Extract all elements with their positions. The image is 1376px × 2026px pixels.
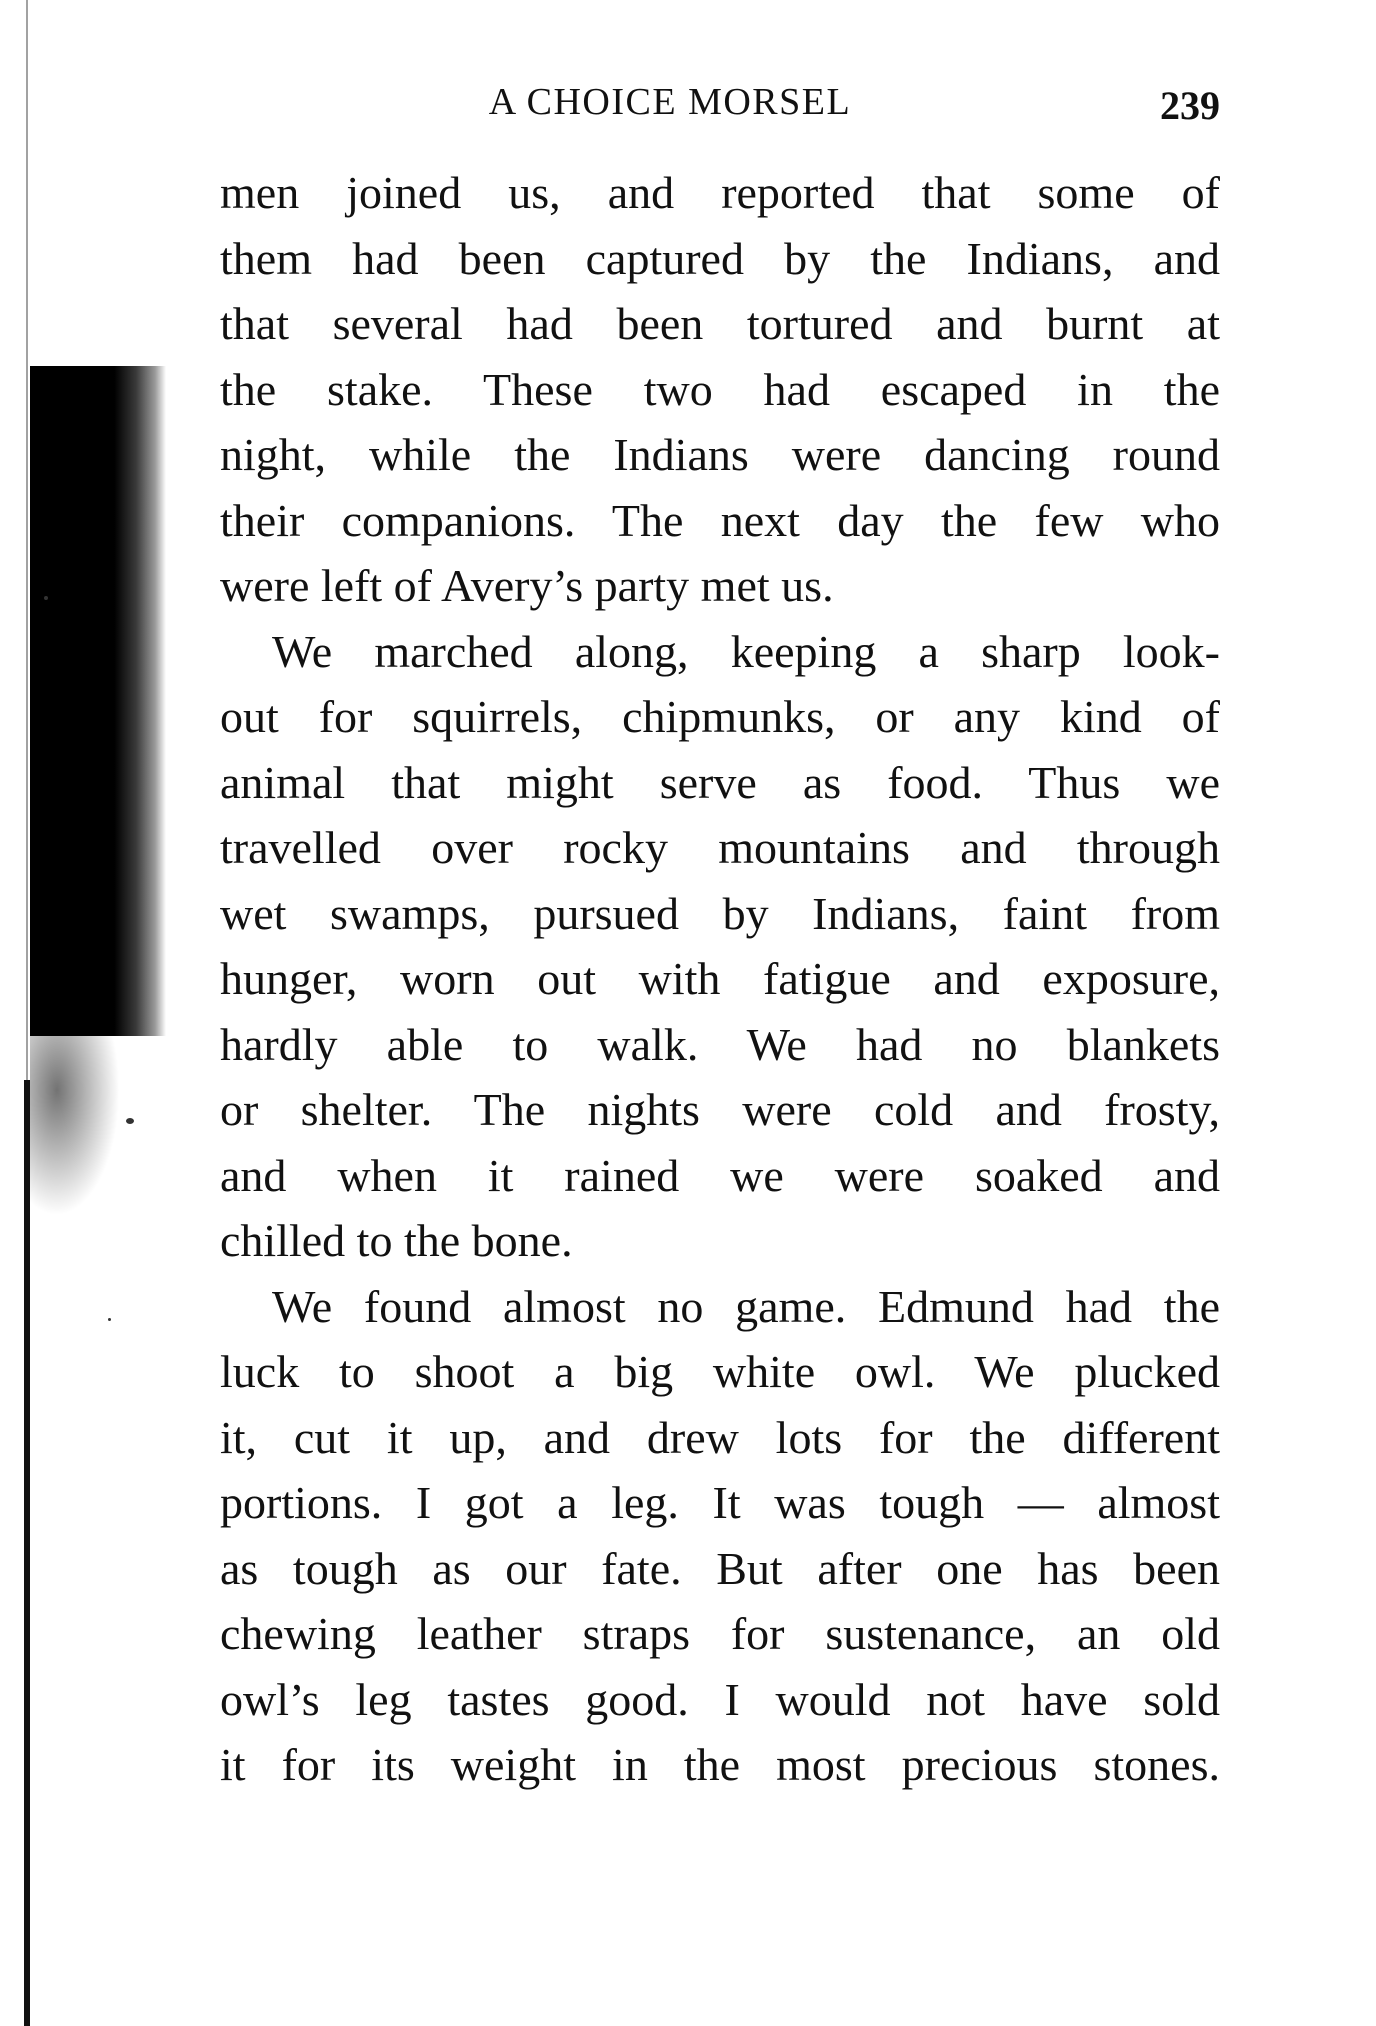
text-line: travelled over rocky mountains and through bbox=[220, 822, 1220, 873]
text-line: We marched along, keeping a sharp look- bbox=[272, 625, 1220, 677]
text-line: the stake. These two had escaped in the bbox=[220, 363, 1220, 415]
text-line: night, while the Indians were dancing round bbox=[220, 429, 1220, 480]
text-line: hunger, worn out with fatigue and exposure, bbox=[220, 953, 1220, 1004]
chapter-title: A CHOICE MORSEL bbox=[488, 81, 852, 123]
text-line: it for its weight in the most precious stones. bbox=[220, 1739, 1220, 1790]
text-line: and when it rained we were soaked and bbox=[220, 1149, 1220, 1201]
text-line: animal that might serve as food. Thus we bbox=[220, 756, 1220, 808]
text-line: their companions. The next day the few who bbox=[220, 494, 1220, 546]
text-line: were left of Avery’s party met us. bbox=[220, 560, 834, 611]
text-line: it, cut it up, and drew lots for the different bbox=[220, 1411, 1220, 1463]
text-line: We found almost no game. Edmund had the bbox=[272, 1280, 1220, 1332]
page-edge-shadow bbox=[24, 1080, 30, 2026]
text-line: chilled to the bone. bbox=[220, 1215, 573, 1266]
text-line: that several had been tortured and burnt at bbox=[220, 298, 1220, 349]
text-line: men joined us, and reported that some of bbox=[220, 167, 1220, 218]
text-line: chewing leather straps for sustenance, an old bbox=[220, 1608, 1220, 1659]
scan-speck bbox=[126, 1118, 134, 1124]
scan-speck bbox=[108, 1318, 111, 1321]
text-line: luck to shoot a big white owl. We plucked bbox=[220, 1346, 1220, 1397]
paragraph bbox=[220, 619, 1220, 1274]
text-line: out for squirrels, chipmunks, or any kind of bbox=[220, 691, 1220, 742]
text-line: or shelter. The nights were cold and frosty, bbox=[220, 1084, 1220, 1135]
page-number: 239 bbox=[1160, 83, 1220, 128]
running-head bbox=[220, 72, 1220, 132]
text-line: portions. I got a leg. It was tough — almost bbox=[220, 1477, 1220, 1528]
paragraph bbox=[220, 160, 1220, 619]
binding-speckle bbox=[30, 1036, 120, 1216]
paragraph bbox=[220, 1274, 1220, 1798]
scan-speck bbox=[44, 596, 48, 600]
text-line: wet swamps, pursued by Indians, faint from bbox=[220, 887, 1220, 939]
text-line: owl’s leg tastes good. I would not have sold bbox=[220, 1673, 1220, 1725]
binding-shadow bbox=[30, 366, 166, 1036]
text-line: hardly able to walk. We had no blankets bbox=[220, 1018, 1220, 1070]
text-line: as tough as our fate. But after one has been bbox=[220, 1542, 1220, 1594]
body-text bbox=[220, 160, 1220, 1798]
text-line: them had been captured by the Indians, and bbox=[220, 232, 1220, 284]
